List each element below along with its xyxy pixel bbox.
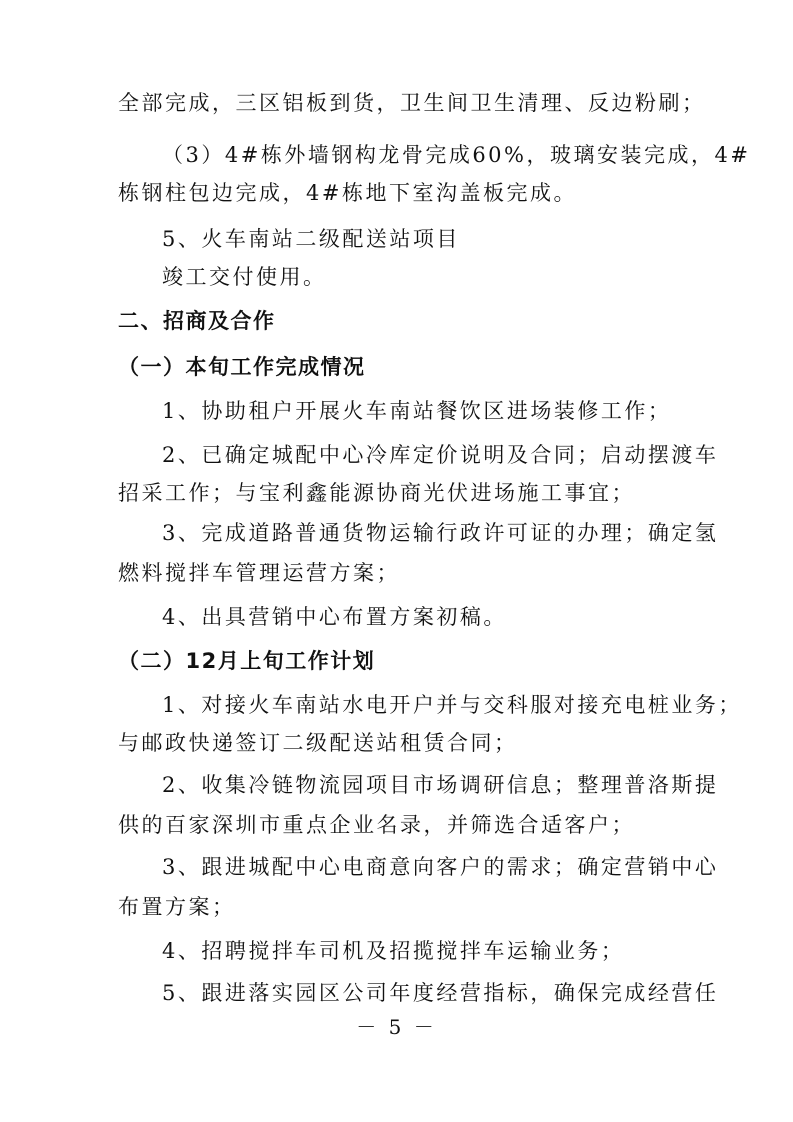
paragraph-line: 招采工作；与宝利鑫能源协商光伏进场施工事宜；: [118, 481, 635, 505]
list-item: 2、收集冷链物流园项目市场调研信息；整理普洛斯提: [162, 773, 719, 797]
paragraph-line: 布置方案；: [118, 895, 236, 919]
paragraph-line: 全部完成，三区铝板到货，卫生间卫生清理、反边粉刷；: [118, 91, 706, 115]
section-heading: 二、招商及合作: [118, 309, 276, 333]
page-number: － 5 －: [356, 1015, 437, 1039]
paragraph-line: 竣工交付使用。: [162, 265, 327, 289]
paragraph-line: 5、火车南站二级配送站项目: [162, 227, 460, 251]
list-item: 3、跟进城配中心电商意向客户的需求；确定营销中心: [162, 855, 719, 879]
paragraph-line: 供的百家深圳市重点企业名录，并筛选合适客户；: [118, 813, 635, 837]
list-item: 2、已确定城配中心冷库定价说明及合同；启动摆渡车: [162, 443, 719, 467]
list-item: 4、招聘搅拌车司机及招揽搅拌车运输业务；: [162, 939, 625, 963]
list-item: 1、对接火车南站水电开户并与交科服对接充电桩业务；: [162, 693, 742, 717]
list-item: 1、协助租户开展火车南站餐饮区进场装修工作；: [162, 399, 672, 423]
paragraph-line: 燃料搅拌车管理运营方案；: [118, 561, 400, 585]
list-item: 4、出具营销中心布置方案初稿。: [162, 605, 507, 629]
paragraph-line: 栋钢柱包边完成，4#栋地下室沟盖板完成。: [118, 181, 577, 205]
paragraph-line: 与邮政快递签订二级配送站租赁合同；: [118, 731, 518, 755]
subsection-heading: （二）12月上旬工作计划: [118, 649, 376, 673]
subsection-heading: （一）本旬工作完成情况: [118, 355, 366, 379]
list-item: 3、完成道路普通货物运输行政许可证的办理；确定氢: [162, 521, 719, 545]
list-item: 5、跟进落实园区公司年度经营指标，确保完成经营任: [162, 981, 719, 1005]
paragraph-line: （3）4#栋外墙钢构龙骨完成60%，玻璃安装完成，4#: [162, 143, 751, 167]
